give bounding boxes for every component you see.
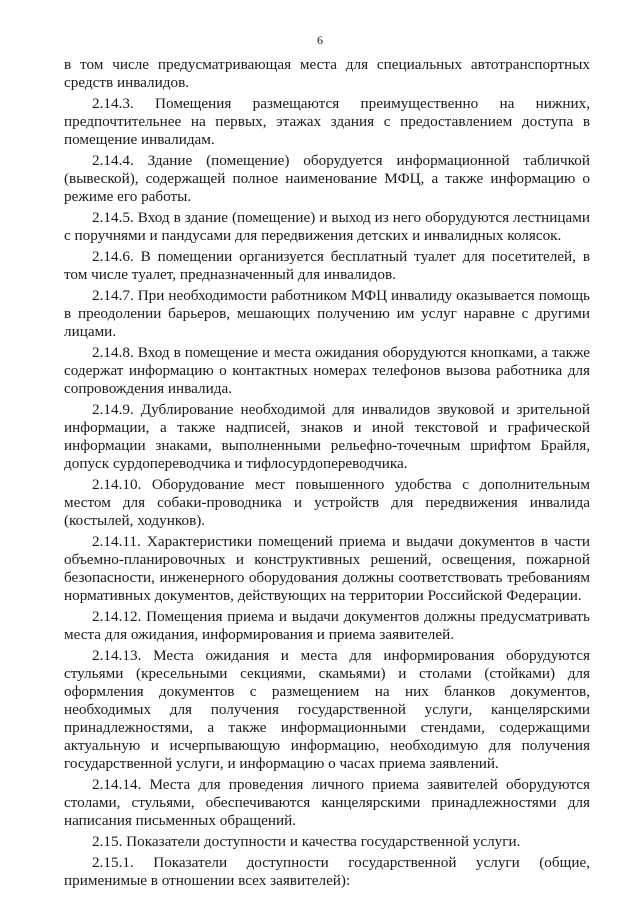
paragraph-2-14-3: 2.14.3. Помещения размещаются преимущественно на нижних, предпочтительнее на первых, этажах здания с предоставлением доступа в помещение инвалидам. xyxy=(64,95,590,148)
paragraph-continuation: в том числе предусматривающая места для специальных автотранспортных средств инвалидов. xyxy=(64,56,590,91)
section-heading-2-15: 2.15. Показатели доступности и качества государственной услуги. xyxy=(92,833,521,850)
paragraph-2-14-14: 2.14.14. Места для проведения личного приема заявителей оборудуются столами, стульями, обеспечиваются канцелярскими принадлежностями для написания письменных обращений. xyxy=(64,776,590,829)
paragraph-2-14-9: 2.14.9. Дублирование необходимой для инвалидов звуковой и зрительной информации, а также надписей, знаков и иной текстовой и графической информации знаками, выполненными рельефно-точечным шрифтом Брайля, допуск сурдопереводчика и тифлосурдопереводчика. xyxy=(64,401,590,472)
paragraph-2-14-13: 2.14.13. Места ожидания и места для информирования оборудуются стульями (кресельными секциями, скамьями) и столами (стойками) для оформления документов с размещением на них бланков документов, необходимых для получения государственной услуги, канцелярскими принадлежностями, а также информационными стендами, содержащими актуальную и исчерпывающую информацию, необходимую для получения государственной услуги, и информацию о часах приема заявлений. xyxy=(64,647,590,772)
paragraph-2-14-7: 2.14.7. При необходимости работником МФЦ инвалиду оказывается помощь в преодолении барьеров, мешающих получению им услуг наравне с другими лицами. xyxy=(64,287,590,340)
paragraph-2-14-11: 2.14.11. Характеристики помещений приема и выдачи документов в части объемно-планировочных и конструктивных решений, освещения, пожарной безопасности, инженерного оборудования должны соответствовать требованиям нормативных документов, действующих на территории Российской Федерации. xyxy=(64,533,590,604)
paragraph-2-14-5: 2.14.5. Вход в здание (помещение) и выход из него оборудуются лестницами с поручнями и пандусами для передвижения детских и инвалидных колясок. xyxy=(64,209,590,244)
paragraph-2-14-6: 2.14.6. В помещении организуется бесплатный туалет для посетителей, в том числе туалет, предназначенный для инвалидов. xyxy=(64,248,590,283)
paragraph-2-14-8: 2.14.8. Вход в помещение и места ожидания оборудуются кнопками, а также содержат информацию о контактных номерах телефонов вызова работника для сопровождения инвалида. xyxy=(64,344,590,397)
paragraph-2-14-10: 2.14.10. Оборудование мест повышенного удобства с дополнительным местом для собаки-проводника и устройств для передвижения инвалида (костылей, ходунков). xyxy=(64,476,590,529)
document-body xyxy=(64,56,590,893)
paragraph-2-14-12: 2.14.12. Помещения приема и выдачи документов должны предусматривать места для ожидания, информирования и приема заявителей. xyxy=(64,608,590,643)
paragraph-2-15-1: 2.15.1. Показатели доступности государственной услуги (общие, применимые в отношении всех заявителей): xyxy=(64,854,590,889)
page-number: 6 xyxy=(317,33,323,47)
paragraph-2-14-4: 2.14.4. Здание (помещение) оборудуется информационной табличкой (вывеской), содержащей полное наименование МФЦ, а также информацию о режиме его работы. xyxy=(64,152,590,205)
